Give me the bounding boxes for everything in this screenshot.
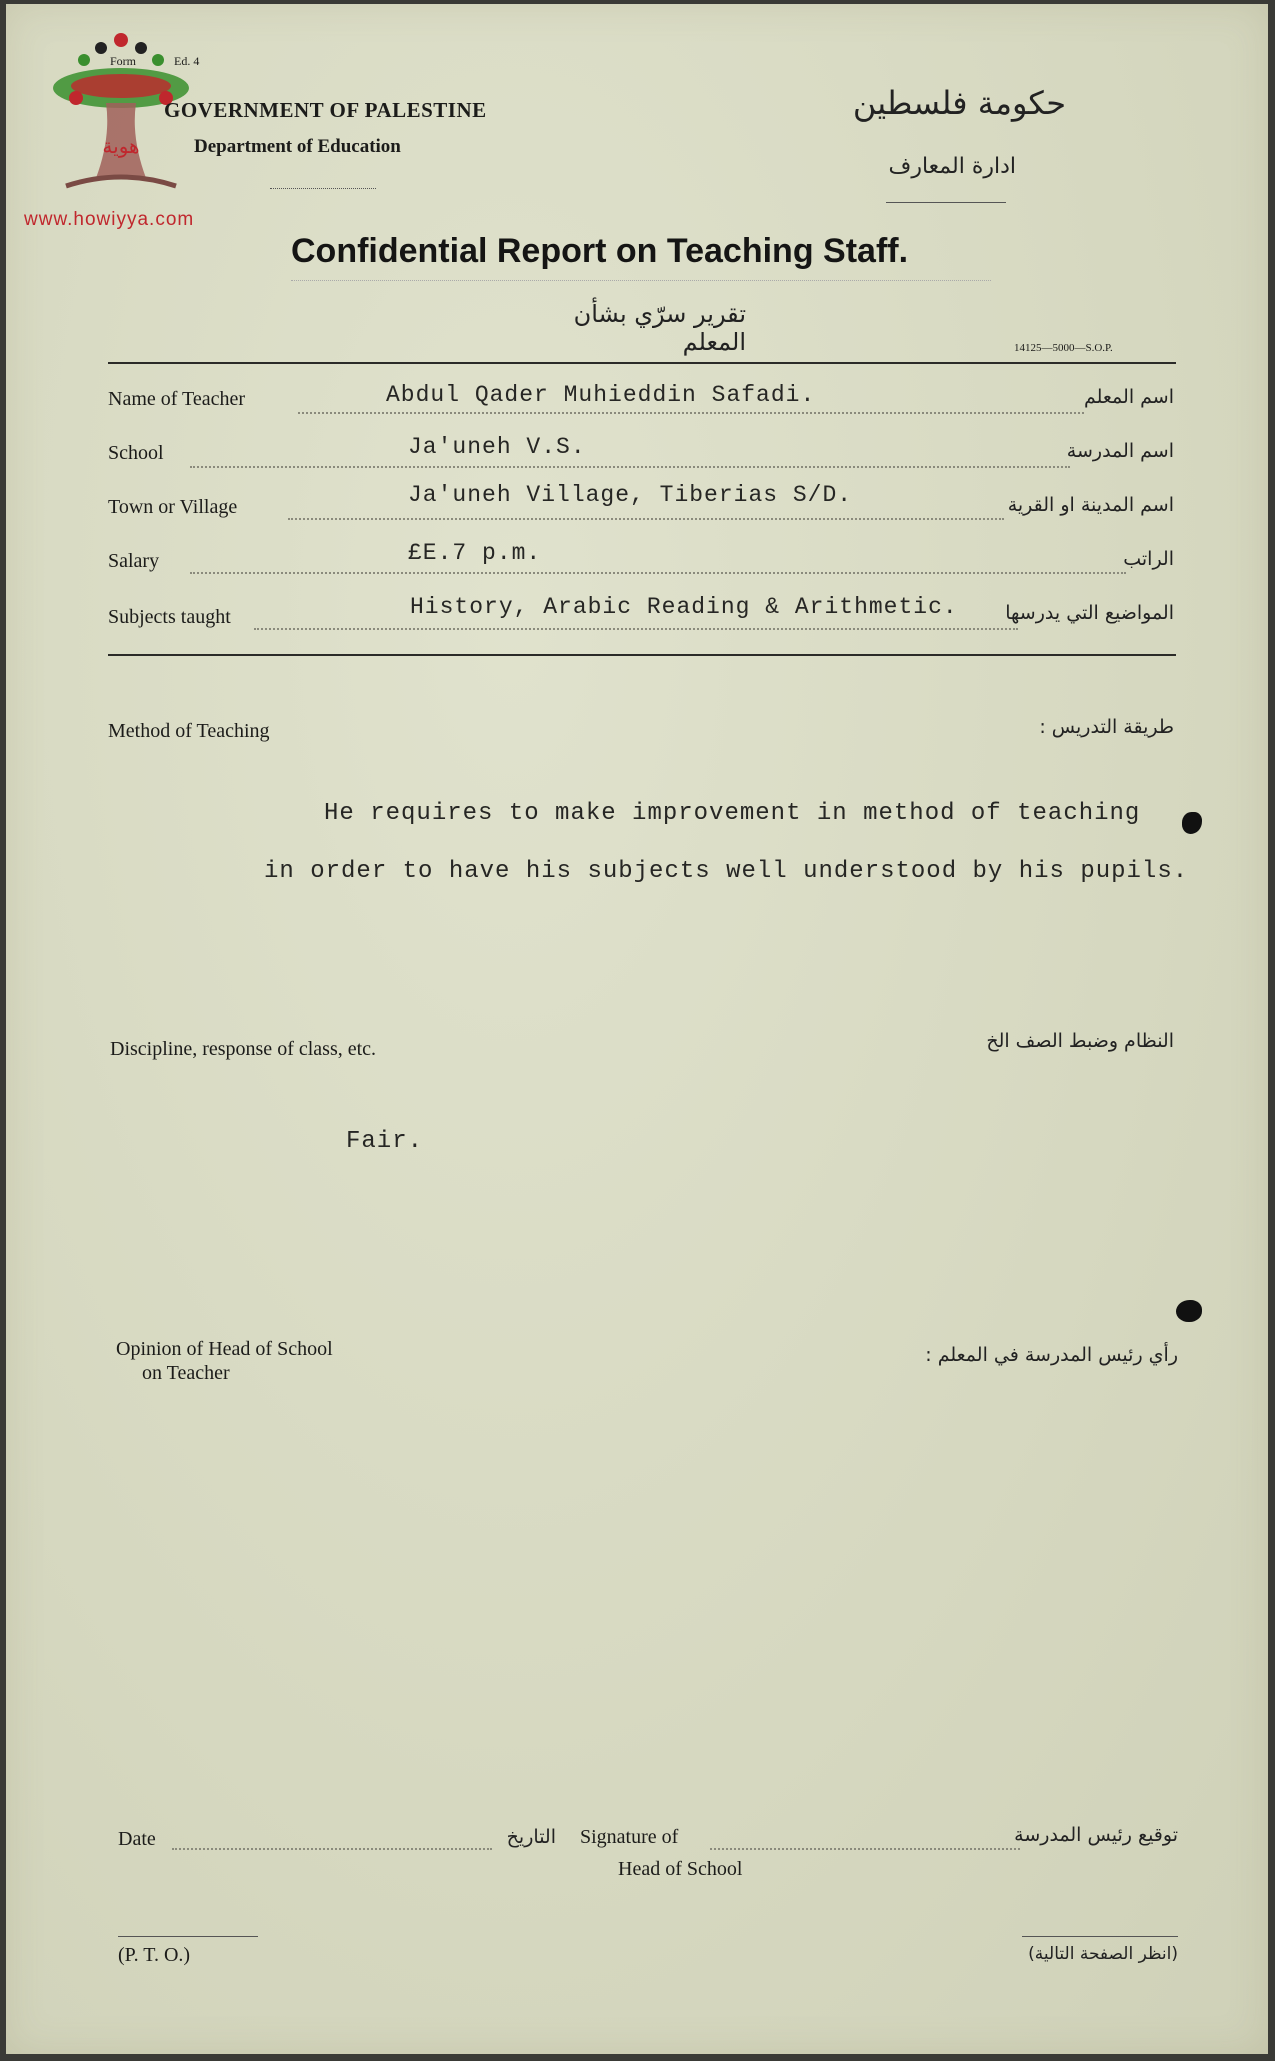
discipline-value: Fair. — [346, 1128, 424, 1155]
field-label-salary: Salary — [108, 550, 160, 572]
field-label-name: Name of Teacher — [108, 388, 246, 410]
method-text-line2: in order to have his subjects well understood by his pupils. — [264, 858, 1189, 885]
discipline-label-arabic: النظام وضبط الصف الخ — [986, 1030, 1174, 1052]
field-value-subjects: History, Arabic Reading & Arithmetic. — [410, 594, 958, 620]
signature-label-line2: Head of School — [618, 1858, 743, 1880]
signature-label-line1: Signature of — [580, 1826, 679, 1848]
field-dots — [190, 466, 1070, 468]
field-value-town: Ja'uneh Village, Tiberias S/D. — [408, 482, 853, 508]
discipline-label: Discipline, response of class, etc. — [110, 1038, 377, 1060]
opinion-label-line1: Opinion of Head of School — [116, 1338, 333, 1360]
field-label-subjects: Subjects taught — [108, 606, 231, 628]
field-value-name: Abdul Qader Muhieddin Safadi. — [386, 382, 816, 408]
government-title-arabic: حكومة فلسطين — [852, 84, 1066, 122]
field-dots — [298, 412, 1084, 414]
field-label-town-arabic: اسم المدينة او القرية — [1007, 494, 1174, 516]
method-text-line1: He requires to make improvement in method of teaching — [324, 800, 1141, 827]
field-dots — [254, 628, 1018, 630]
field-label-school: School — [108, 442, 164, 464]
header-divider-arabic — [886, 202, 1006, 203]
header-divider — [270, 188, 376, 189]
report-title-arabic: تقرير سرّي بشأن المعلم — [573, 300, 746, 356]
field-label-name-arabic: اسم المعلم — [1083, 386, 1174, 408]
method-label-arabic: طريقة التدريس : — [1039, 716, 1174, 738]
field-dots — [288, 518, 1004, 520]
department-title: Department of Education — [194, 136, 401, 157]
field-value-salary: £E.7 p.m. — [408, 540, 542, 566]
field-value-school: Ja'uneh V.S. — [408, 434, 586, 460]
method-label: Method of Teaching — [108, 720, 270, 742]
document-page — [6, 4, 1268, 2054]
opinion-label-arabic: رأي رئيس المدرسة في المعلم : — [925, 1344, 1178, 1366]
edition-label: Ed. 4 — [174, 54, 200, 68]
date-label: Date — [118, 1828, 156, 1850]
date-label-arabic: التاريخ — [506, 1826, 556, 1848]
opinion-label-line2: on Teacher — [142, 1362, 230, 1384]
pto-label-arabic: (انظر الصفحة التالية) — [1028, 1944, 1178, 1964]
field-label-subjects-arabic: المواضيع التي يدرسها — [1005, 602, 1174, 624]
signature-dots — [710, 1848, 1020, 1850]
title-underline — [291, 280, 991, 281]
watermark-url: www.howiyya.com — [24, 209, 195, 230]
pto-label: (P. T. O.) — [118, 1944, 191, 1966]
ink-blot-icon — [1182, 812, 1202, 834]
table-top-rule — [108, 362, 1176, 364]
field-dots — [190, 572, 1126, 574]
report-title: Confidential Report on Teaching Staff. — [291, 232, 909, 270]
field-label-school-arabic: اسم المدرسة — [1066, 440, 1174, 462]
field-label-salary-arabic: الراتب — [1123, 548, 1174, 570]
footer-rule-right — [1022, 1936, 1178, 1937]
department-title-arabic: ادارة المعارف — [888, 154, 1016, 179]
svg-text:هوية: هوية — [102, 134, 140, 158]
signature-label-arabic: توقيع رئيس المدرسة — [1014, 1824, 1178, 1846]
government-title: GOVERNMENT OF PALESTINE — [164, 98, 487, 122]
footer-rule-left — [118, 1936, 258, 1937]
print-code: 14125—5000—S.O.P. — [1014, 342, 1113, 354]
ink-blot-icon — [1176, 1300, 1202, 1322]
form-number: Form — [110, 54, 137, 68]
table-bottom-rule — [108, 654, 1176, 656]
date-dots — [172, 1848, 492, 1850]
field-label-town: Town or Village — [108, 496, 238, 518]
